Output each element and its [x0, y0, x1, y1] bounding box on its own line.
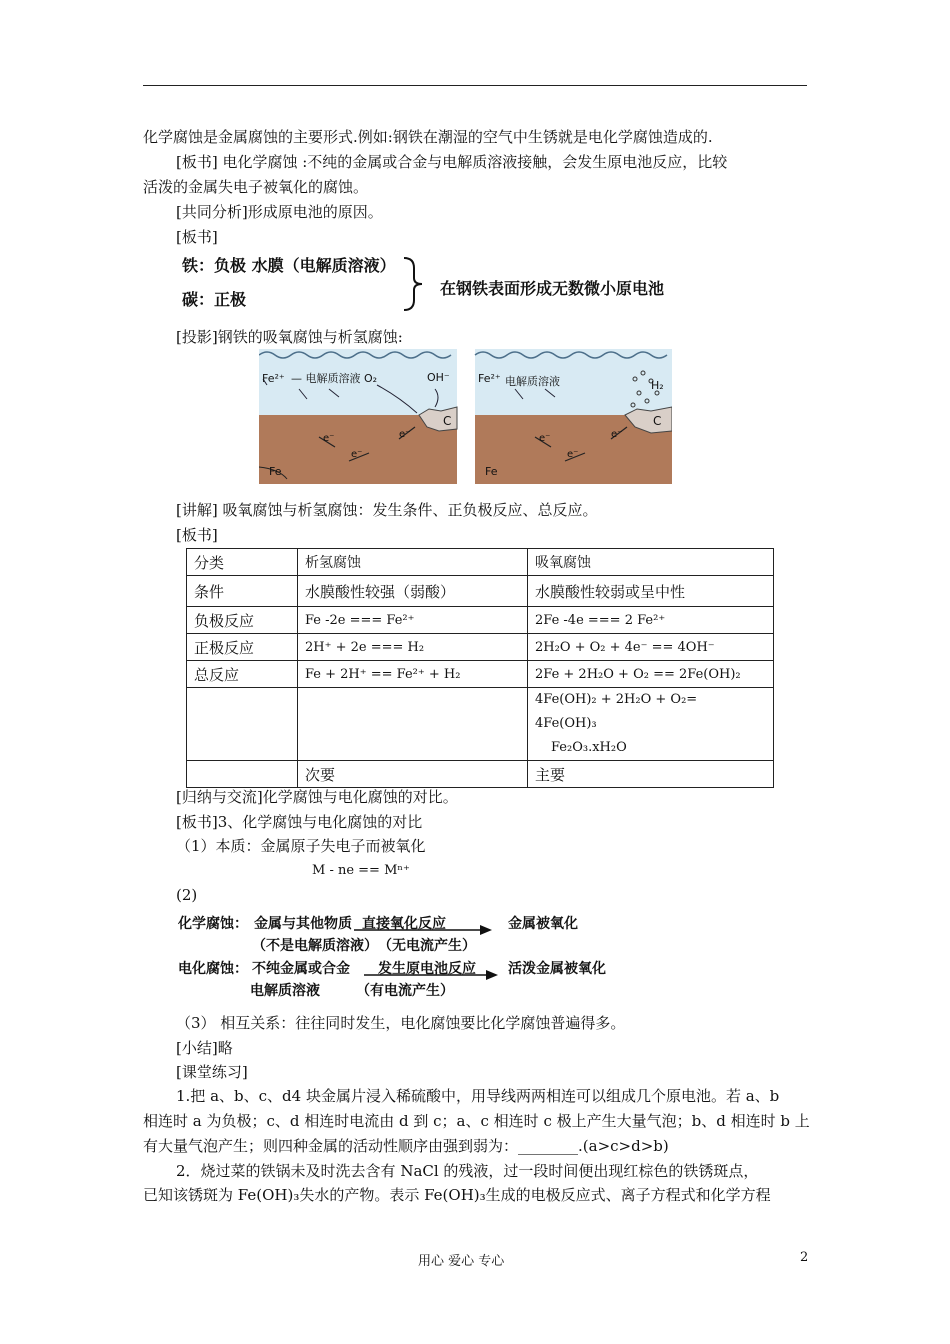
table-cell: 总反应 — [187, 661, 298, 688]
chem-result: 金属被氧化 — [508, 916, 578, 932]
electro-note-solution: 电解质溶液 — [250, 983, 320, 999]
svg-text:e⁻: e⁻ — [351, 449, 363, 460]
chem-note-current: （无电流产生） — [378, 938, 476, 954]
table-row — [187, 549, 774, 576]
table-row — [187, 761, 774, 788]
svg-text:H₂: H₂ — [651, 379, 664, 392]
rust-formula-line: Fe₂O₃.xH₂O — [551, 740, 627, 755]
fe2-label: Fe²⁺ — [262, 372, 285, 385]
table-cell: 吸氧腐蚀 — [528, 549, 774, 576]
table-cell: 正极反应 — [187, 634, 298, 661]
chem-note-solution: （不是电解质溶液） — [252, 938, 378, 954]
footer-motto: 用心 爱心 专心 — [418, 1254, 505, 1269]
table-cell — [528, 688, 774, 761]
carbon-electrode-line: 碳：正极 — [182, 290, 247, 309]
chem-corrosion-label: 化学腐蚀： — [178, 916, 248, 932]
table-cell: Fe -2e === Fe²⁺ — [298, 607, 528, 634]
table-cell: 2Fe + 2H₂O + O₂ == 2Fe(OH)₂ — [528, 661, 774, 688]
corrosion-figure — [259, 349, 672, 484]
svg-text:e⁻: e⁻ — [399, 429, 411, 440]
table-row — [187, 576, 774, 607]
table-cell: 水膜酸性较弱或呈中性 — [528, 576, 774, 607]
svg-text:Fe²⁺: Fe²⁺ — [478, 372, 501, 385]
table-cell: 析氢腐蚀 — [298, 549, 528, 576]
table-row — [187, 688, 774, 761]
table-row — [187, 607, 774, 634]
table-cell: 2H⁺ + 2e === H₂ — [298, 634, 528, 661]
svg-text:e⁻: e⁻ — [323, 433, 335, 444]
table-cell — [187, 761, 298, 788]
paragraph-board-label: [板书] — [176, 228, 218, 246]
chem-process: 直接氧化反应 — [362, 916, 446, 932]
paragraph-intro: 化学腐蚀是金属腐蚀的主要形式.例如:钢铁在潮湿的空气中生锈就是电化学腐蚀造成的. — [143, 128, 713, 146]
paragraph-summary-compare: [归纳与交流]化学腐蚀与电化腐蚀的对比。 — [176, 788, 458, 806]
table-cell: 次要 — [298, 761, 528, 788]
svg-text:e⁻: e⁻ — [539, 433, 551, 444]
table-cell: 水膜酸性较强（弱酸） — [298, 576, 528, 607]
solution-label: — 电解质溶液 O₂ — [291, 372, 378, 385]
electro-result: 活泼金属被氧化 — [508, 961, 606, 977]
paragraph-summary: [小结]略 — [176, 1039, 233, 1057]
paragraph-exercise-label: [课堂练习] — [176, 1063, 248, 1081]
table-cell: 分类 — [187, 549, 298, 576]
paragraph-essence: （1）本质：金属原子失电子而被氧化 — [176, 837, 426, 855]
iron-electrode-line: 铁：负极 水膜（电解质溶液） — [182, 256, 396, 275]
table-cell: 2H₂O + O₂ + 4e⁻ == 4OH⁻ — [528, 634, 774, 661]
paragraph-board-electrochem-cont: 活泼的金属失电子被氧化的腐蚀。 — [143, 178, 369, 196]
svg-text:Fe: Fe — [269, 465, 282, 478]
svg-text:电解质溶液: 电解质溶液 — [505, 375, 560, 388]
question-1-line-1: 1.把 a、b、c、d4 块金属片浸入稀硫酸中，用导线两两相连可以组成几个原电池。若 a、b — [176, 1087, 780, 1105]
question-2-line-2: 已知该锈斑为 Fe(OH)₃失水的产物。表示 Fe(OH)₃生成的电极反应式、离子方程式和化学方程 — [143, 1186, 771, 1204]
table-cell: 负极反应 — [187, 607, 298, 634]
hydrogen-evolution-panel — [475, 349, 672, 484]
question-1-line-3: 有大量气泡产生；则四种金属的活动性顺序由强到弱为：________.(a>c>d>b) — [143, 1137, 669, 1155]
paragraph-analysis: [共同分析]形成原电池的原因。 — [176, 203, 383, 221]
brace-icon — [400, 256, 426, 312]
paragraph-board-compare: [板书]3、化学腐蚀与电化腐蚀的对比 — [176, 813, 423, 831]
header-rule — [143, 85, 807, 86]
table-cell — [187, 688, 298, 761]
svg-text:Fe: Fe — [485, 465, 498, 478]
table-row — [187, 634, 774, 661]
svg-text:e⁻: e⁻ — [611, 429, 623, 440]
svg-text:C: C — [653, 414, 662, 428]
table-cell: 主要 — [528, 761, 774, 788]
paragraph-explanation: [讲解] 吸氧腐蚀与析氢腐蚀：发生条件、正负极反应、总反应。 — [176, 501, 598, 519]
rust-reaction-line: 4Fe(OH)₂ + 2H₂O + O₂= — [535, 692, 698, 707]
oxygen-absorption-panel — [259, 349, 457, 484]
electro-note-current: （有电流产生） — [356, 983, 454, 999]
electro-reactants: 不纯金属或合金 — [252, 961, 350, 977]
paragraph-item-2: (2) — [176, 886, 198, 904]
rust-product-line: 4Fe(OH)₃ — [535, 716, 597, 731]
table-cell: Fe + 2H⁺ == Fe²⁺ + H₂ — [298, 661, 528, 688]
page-number: 2 — [800, 1250, 809, 1265]
corrosion-comparison-table — [186, 548, 774, 788]
svg-text:e⁻: e⁻ — [567, 449, 579, 460]
question-1-line-2: 相连时 a 为负极；c、d 相连时电流由 d 到 c；a、c 相连时 c 极上产生大量气泡；b、d 相连时 b 上 — [143, 1112, 810, 1130]
table-row — [187, 661, 774, 688]
electro-process: 发生原电池反应 — [378, 961, 476, 977]
chem-reactants: 金属与其他物质 — [254, 916, 352, 932]
table-cell: 2Fe -4e === 2 Fe²⁺ — [528, 607, 774, 634]
paragraph-projection: [投影]钢铁的吸氧腐蚀与析氢腐蚀: — [176, 328, 403, 346]
paragraph-board-electrochem: [板书] 电化学腐蚀 :不纯的金属或合金与电解质溶液接触，会发生原电池反应，比较 — [176, 153, 728, 171]
electro-corrosion-label: 电化腐蚀： — [178, 961, 248, 977]
svg-text:C: C — [443, 414, 452, 428]
micro-cell-result: 在钢铁表面形成无数微小原电池 — [440, 279, 665, 298]
oxidation-formula: M - ne == Mⁿ⁺ — [312, 863, 410, 878]
question-2-line-1: 2．烧过菜的铁锅未及时洗去含有 NaCl 的残液，过一段时间便出现红棕色的铁锈斑点， — [176, 1162, 759, 1180]
hydroxide-label: OH⁻ — [427, 371, 450, 384]
paragraph-relationship: （3） 相互关系：往往同时发生，电化腐蚀要比化学腐蚀普遍得多。 — [176, 1014, 626, 1032]
table-cell: 条件 — [187, 576, 298, 607]
table-cell — [298, 688, 528, 761]
paragraph-board-label-2: [板书] — [176, 526, 218, 544]
